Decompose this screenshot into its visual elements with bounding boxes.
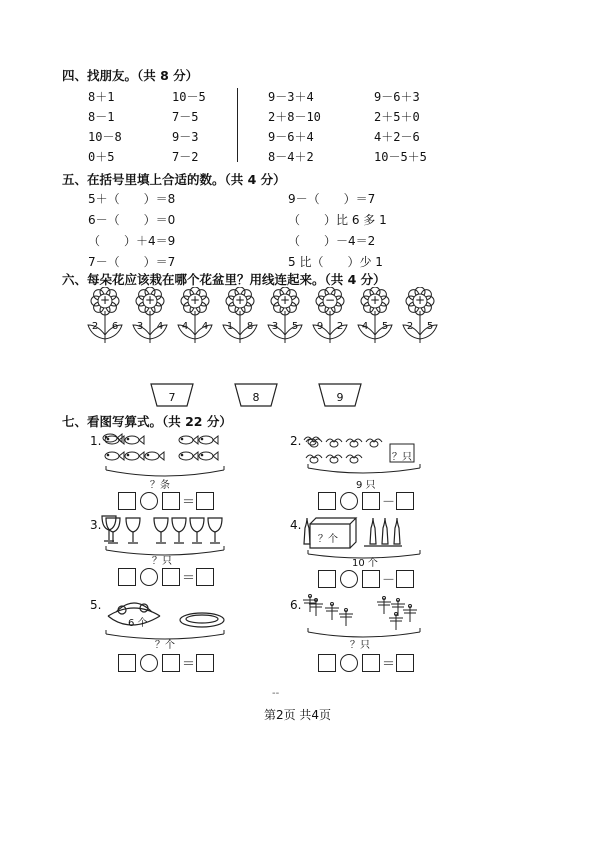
footer-dash: -- [272,688,280,699]
equals-sign: ＝ [182,657,196,672]
flower-operator: + [145,293,156,307]
pairing-expression: 10－8 [88,130,122,144]
problem-1-label: ？条 [150,480,170,491]
flower-operator: + [280,293,291,307]
problem-3-number: 3. [90,518,102,532]
operator-circle[interactable] [340,492,358,510]
answer-box[interactable] [318,570,336,588]
fill-in-blank[interactable]: 7－（ ）＝7 [88,255,176,269]
flower-leaf-number: 5 [291,321,299,332]
problem-6-label: ？只 [350,640,370,651]
operator-circle[interactable] [140,568,158,586]
flower-leaf-number: 5 [426,321,434,332]
flower-leaf-number: 2 [91,321,99,332]
pairing-expression: 4＋2－6 [374,130,420,144]
flower-leaf-number: 4 [156,321,164,332]
fill-in-blank[interactable]: （ ）＋4＝9 [88,234,176,248]
fill-in-blank[interactable]: 9－（ ）＝7 [288,192,376,206]
answer-box[interactable] [162,568,180,586]
flower-pot-number: 8 [252,391,260,404]
problem-3-answer-row [118,568,218,586]
answer-box[interactable] [196,492,214,510]
problem-4-label: 10 个 [352,558,378,569]
minus-sign: － [382,495,396,510]
flower-pot-number: 7 [168,391,176,404]
problem-3-label: ？只 [152,556,172,567]
problem-4-answer-row [318,570,418,588]
fill-in-blank[interactable]: （ ）－4＝2 [288,234,376,248]
pairing-expression: 9－3 [172,130,199,144]
fill-in-blank[interactable]: 6－（ ）＝0 [88,213,176,227]
answer-box[interactable] [196,654,214,672]
equals-sign: ＝ [382,657,396,672]
problem-4-number: 4. [290,518,302,532]
pairing-expression: 10－5＋5 [374,150,427,164]
flower-leaf-number: 3 [271,321,279,332]
flower-leaf-number: 9 [316,321,324,332]
section-4-title: 四、找朋友。（共 8 分） [62,68,199,83]
problem-2-number: 2. [290,434,302,448]
answer-box[interactable] [162,492,180,510]
pairing-expression: 8－4＋2 [268,150,314,164]
operator-circle[interactable] [140,492,158,510]
pairing-expression: 9－6＋4 [268,130,314,144]
fill-in-blank[interactable]: 5 比（ ）少 1 [288,255,383,269]
problem-5-answer-row [118,654,218,672]
operator-circle[interactable] [140,654,158,672]
minus-sign: － [382,573,396,588]
flower-operator: + [190,293,201,307]
pairing-expression: 10－5 [172,90,206,104]
flower-leaf-number: 2 [336,321,344,332]
answer-box[interactable] [362,492,380,510]
problem-1-answer-row [118,492,218,510]
problem-2-box-label: ？只 [392,452,412,463]
pairing-expression: 8＋1 [88,90,115,104]
page-number: 第2页 共4页 [263,708,332,722]
fill-in-blank[interactable]: 5＋（ ）＝8 [88,192,176,206]
answer-box[interactable] [318,492,336,510]
answer-box[interactable] [118,492,136,510]
flower-operator: − [325,293,336,307]
problem-1-number: 1. [90,434,102,448]
section-5-title: 五、在括号里填上合适的数。（共 4 分） [62,172,286,187]
flower-pot-number: 9 [336,391,344,404]
divider-line [237,88,238,162]
equals-sign: ＝ [182,571,196,586]
answer-box[interactable] [396,492,414,510]
answer-box[interactable] [196,568,214,586]
problem-2-label: 9 只 [356,480,376,491]
flower-leaf-number: 5 [381,321,389,332]
answer-box[interactable] [162,654,180,672]
answer-box[interactable] [362,654,380,672]
flower-operator: + [370,293,381,307]
flower-leaf-number: 6 [111,321,119,332]
pairing-expression: 7－2 [172,150,199,164]
fill-in-blank[interactable]: （ ）比 6 多 1 [288,213,387,227]
problem-2-answer-row [318,492,418,510]
pairing-expression: 2＋8－10 [268,110,321,124]
problem-5-label: ？个 [155,640,175,651]
pairing-expression: 9－6＋3 [374,90,420,104]
section-6-title: 六、每朵花应该栽在哪个花盆里？用线连起来。（共 4 分） [62,272,386,287]
flower-leaf-number: 3 [136,321,144,332]
pairing-expression: 8－1 [88,110,115,124]
flower-leaf-number: 4 [361,321,369,332]
pairing-expression: 7－5 [172,110,199,124]
flower-leaf-number: 4 [201,321,209,332]
flower-leaf-number: 4 [181,321,189,332]
problem-5-number: 5. [90,598,102,612]
answer-box[interactable] [396,570,414,588]
flower-leaf-number: 1 [226,321,234,332]
problem-6-answer-row [318,654,418,672]
answer-box[interactable] [318,654,336,672]
pairing-expression: 2＋5＋0 [374,110,420,124]
problem-5-box-label: 6 个 [128,618,148,629]
answer-box[interactable] [396,654,414,672]
problem-6-number: 6. [290,598,302,612]
operator-circle[interactable] [340,570,358,588]
flower-operator: + [415,293,426,307]
flower-leaf-number: 8 [246,321,254,332]
pairing-expression: 0＋5 [88,150,115,164]
operator-circle[interactable] [340,654,358,672]
flower-operator: + [100,293,111,307]
answer-box[interactable] [118,654,136,672]
flower-leaf-number: 2 [406,321,414,332]
flower-operator: + [235,293,246,307]
problem-4-box-label: ？个 [318,534,338,545]
pairing-expression: 9－3＋4 [268,90,314,104]
section-7-title: 七、看图写算式。（共 22 分） [62,414,232,429]
answer-box[interactable] [362,570,380,588]
equals-sign: ＝ [182,495,196,510]
answer-box[interactable] [118,568,136,586]
